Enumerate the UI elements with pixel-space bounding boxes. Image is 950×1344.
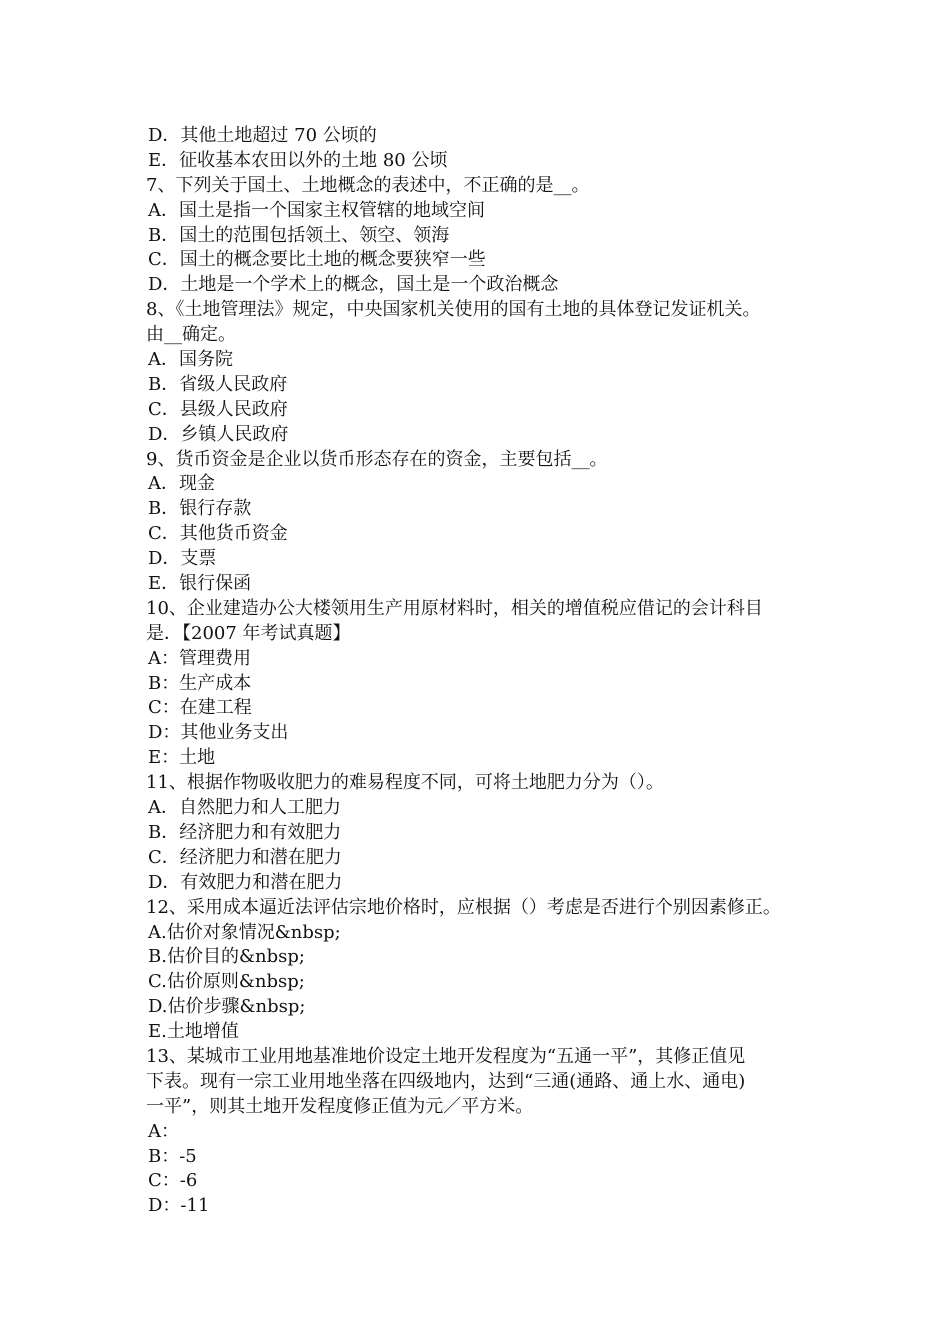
question-line: 8、《土地管理法》规定，中央国家机关使用的国有土地的具体登记发证机关。 [146, 299, 761, 321]
option-line: D：-11 [148, 1195, 210, 1217]
option-line: D．支票 [148, 548, 217, 570]
option-line: D．乡镇人民政府 [148, 423, 289, 445]
option-line: C.估价原则&nbsp; [148, 971, 305, 993]
question-line: 11、根据作物吸收肥力的难易程度不同，可将土地肥力分为（）。 [146, 772, 664, 794]
question-line: 由__确定。 [146, 324, 236, 346]
option-line: C．其他货币资金 [148, 523, 288, 545]
option-line: B．经济肥力和有效肥力 [148, 821, 342, 843]
question-line: 一平”，则其土地开发程度修正值为元／平方米。 [146, 1095, 534, 1117]
option-line: A．国务院 [148, 349, 233, 371]
option-line: E．征收基本农田以外的土地 80 公顷 [148, 149, 448, 171]
option-line: C．国土的概念要比土地的概念要狭窄一些 [148, 249, 486, 271]
option-line: E：土地 [148, 747, 216, 769]
option-line: C：-6 [148, 1170, 198, 1192]
option-line: C：在建工程 [148, 697, 252, 719]
question-line: 12、采用成本逼近法评估宗地价格时，应根据（）考虑是否进行个别因素修正。 [146, 896, 781, 918]
option-line: D．其他土地超过 70 公顷的 [148, 125, 377, 146]
option-line: B：-5 [148, 1145, 197, 1167]
option-line: E．银行保函 [148, 573, 252, 595]
option-line: B：生产成本 [148, 672, 252, 694]
document-page [146, 124, 826, 1219]
question-line: 下表。现有一宗工业用地坐落在四级地内，达到“三通(通路、通上水、通电) [146, 1070, 746, 1092]
option-line: A．自然肥力和人工肥力 [148, 797, 341, 819]
option-line: D：其他业务支出 [148, 722, 289, 744]
option-line: B.估价目的&nbsp; [148, 946, 305, 968]
option-line: B．银行存款 [148, 498, 252, 520]
option-line: D.估价步骤&nbsp; [148, 996, 306, 1018]
option-line: C．经济肥力和潜在肥力 [148, 846, 342, 868]
option-line: A.估价对象情况&nbsp; [148, 921, 341, 943]
option-line: D．土地是一个学术上的概念，国土是一个政治概念 [148, 274, 559, 296]
question-line: 13、某城市工业用地基准地价设定土地开发程度为“五通一平”，其修正值见 [146, 1045, 746, 1067]
option-line: A：管理费用 [148, 647, 251, 669]
option-line: A．国土是指一个国家主权管辖的地域空间 [148, 199, 485, 221]
question-line: 是．【2007 年考试真题】 [146, 622, 351, 644]
option-line: B．省级人民政府 [148, 373, 288, 395]
option-line: A： [148, 1120, 179, 1142]
option-line: D．有效肥力和潜在肥力 [148, 871, 343, 893]
option-line: A．现金 [148, 473, 215, 495]
question-line: 9、货币资金是企业以货币形态存在的资金，主要包括__。 [146, 448, 608, 470]
question-line: 7、下列关于国土、土地概念的表述中，不正确的是__。 [146, 174, 590, 196]
option-line: E.土地增值 [148, 1021, 239, 1043]
question-line: 10、企业建造办公大楼领用生产用原材料时，相关的增值税应借记的会计科目 [146, 597, 763, 619]
option-line: C．县级人民政府 [148, 398, 288, 420]
option-line: B．国土的范围包括领土、领空、领海 [148, 224, 450, 246]
